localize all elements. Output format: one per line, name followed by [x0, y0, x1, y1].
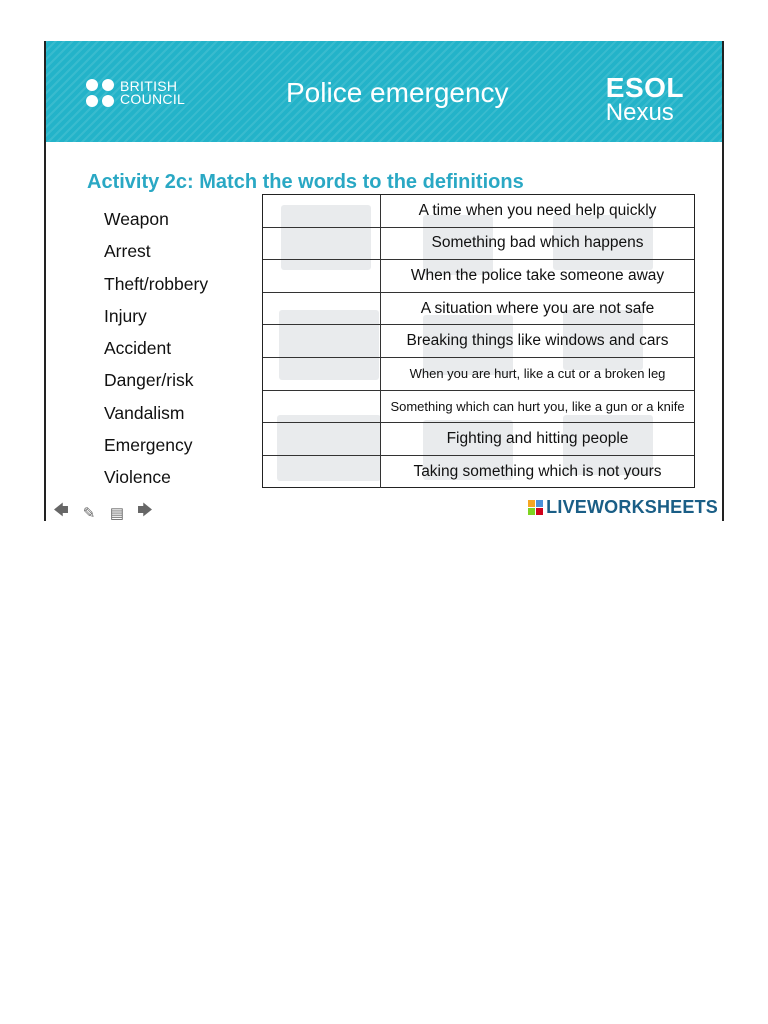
- nexus-text: Nexus: [605, 99, 674, 126]
- liveworksheets-blocks-icon: [528, 500, 543, 515]
- table-row: [263, 456, 694, 489]
- table-row: [263, 358, 694, 391]
- table-row: [263, 195, 694, 228]
- table-row: [263, 228, 694, 261]
- definitions-table: [262, 194, 695, 488]
- answer-drop-cell[interactable]: [263, 195, 381, 227]
- definition-cell: A time when you need help quickly: [418, 201, 657, 219]
- word-item: Weapon: [104, 209, 169, 229]
- logo-line1: BRITISH: [120, 78, 178, 94]
- activity-title: Activity 2c: Match the words to the definitions: [87, 171, 524, 193]
- british-council-logo: [86, 79, 185, 107]
- liveworksheets-logo[interactable]: [528, 497, 718, 518]
- pencil-icon[interactable]: ✎: [82, 504, 96, 522]
- arrow-left-icon[interactable]: 🡄: [53, 502, 69, 519]
- british-council-dots-icon: [86, 79, 114, 107]
- logo-line2: COUNCIL: [120, 91, 186, 107]
- header-banner: [46, 41, 722, 142]
- worksheet-toolbar: [52, 500, 154, 525]
- liveworksheets-text: LIVEWORKSHEETS: [546, 497, 718, 517]
- table-row: [263, 325, 694, 358]
- answer-drop-cell[interactable]: [263, 293, 381, 325]
- answer-drop-cell[interactable]: [263, 358, 381, 390]
- definition-cell: Taking something which is not yours: [413, 463, 662, 481]
- word-item: Injury: [104, 305, 147, 326]
- answer-drop-cell[interactable]: [263, 260, 381, 292]
- arrow-right-icon[interactable]: 🡆: [137, 502, 153, 519]
- answer-drop-cell[interactable]: [263, 228, 381, 260]
- table-row: [263, 423, 694, 456]
- word-item: Theft/robbery: [104, 273, 209, 294]
- table-row: [263, 391, 694, 424]
- answer-drop-cell[interactable]: [263, 456, 381, 489]
- definition-cell: When the police take someone away: [410, 266, 665, 284]
- word-item: Danger/risk: [104, 370, 194, 391]
- notes-icon[interactable]: ▤: [109, 504, 125, 522]
- word-item: Arrest: [104, 241, 151, 262]
- table-row: [263, 260, 694, 293]
- word-item: Accident: [104, 338, 172, 359]
- word-item: Emergency: [104, 435, 193, 456]
- definition-cell: Fighting and hitting people: [446, 429, 629, 447]
- word-item: Violence: [104, 467, 171, 488]
- word-list: [104, 203, 208, 494]
- definition-cell: Breaking things like windows and cars: [406, 332, 669, 350]
- esol-nexus-logo: [606, 74, 684, 124]
- answer-drop-cell[interactable]: [263, 325, 381, 357]
- worksheet-page: [44, 41, 724, 521]
- definition-cell: Something bad which happens: [431, 234, 644, 252]
- word-item: Vandalism: [104, 402, 185, 423]
- definition-cell: When you are hurt, like a cut or a broken leg: [409, 366, 666, 382]
- answer-drop-cell[interactable]: [263, 391, 381, 423]
- answer-drop-cell[interactable]: [263, 423, 381, 455]
- page-title: Police emergency: [286, 77, 509, 108]
- definition-cell: A situation where you are not safe: [420, 299, 655, 317]
- table-row: [263, 293, 694, 326]
- definition-cell: Something which can hurt you, like a gun or a knife: [390, 398, 685, 414]
- esol-text: ESOL: [605, 72, 684, 103]
